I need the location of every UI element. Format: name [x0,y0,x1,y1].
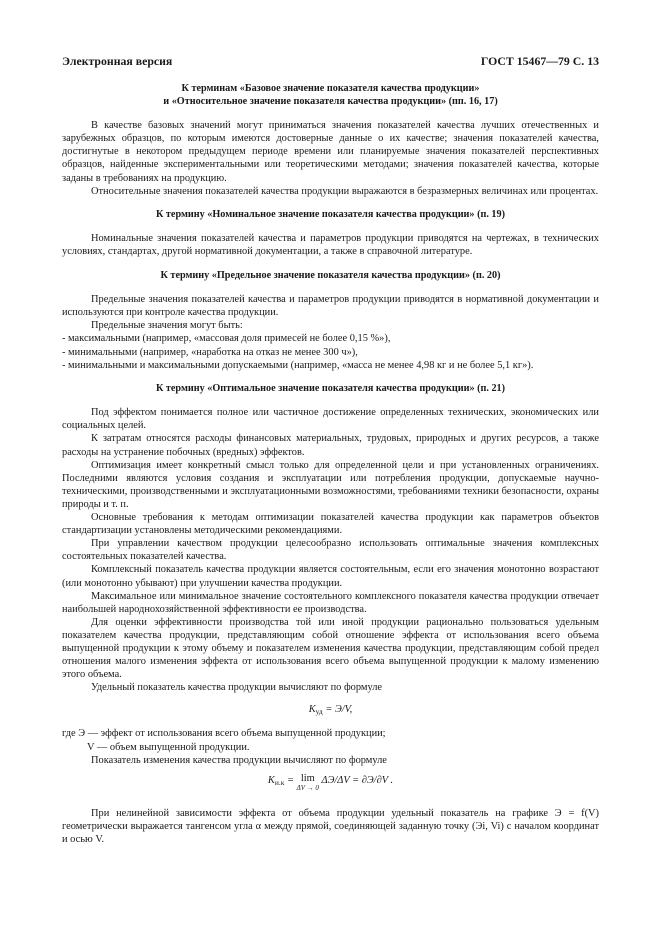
paragraph: Для оценки эффективности производства той или иной продукции рационально пользоваться удельным показателем качества продукции, представляющим собой отношение эффекта от использования всего объема выпущенной продукции к этому объему и показателем изменения качества продукции, представляющим собой предел отношения малого изменения эффекта от использования всего объема выпущенной продукции к малому изменению этого объема. [62,616,599,681]
paragraph: Показатель изменения качества продукции вычисляют по формуле [91,754,387,766]
paragraph: При управлении качеством продукции целесообразно использовать оптимальные значения комплексных состоятельных показателей качества. [62,538,599,563]
formula-subscript: уд [315,707,323,717]
formula-limit [297,774,319,793]
section-title: К термину «Номинальное значение показателя качества продукции» (п. 19) [155,208,506,220]
list-item: - минимальными и максимальными допускаемыми (например, «масса не менее 4,98 кг и не более 5,1 кг»). [62,359,534,371]
section-title [62,83,599,108]
page-body [62,83,599,846]
paragraph: Относительные значения показателей качества продукции выражаются в безразмерных величинах или процентах. [91,185,599,197]
paragraph: При нелинейной зависимости эффекта от объема продукции удельный показатель на графике Э = f(V) геометрически выражается тангенсом угла α между прямой, соединяющей заданную точку (Эi, Vi) с началом координат и осью V. [62,807,599,845]
formula-lim: lim [300,772,315,784]
header-left: Электронная версия [62,54,173,68]
paragraph: В качестве базовых значений могут приниматься значения показателей качества лучших отечественных и зарубежных образцов, по которым имеются достоверные данные о их качестве; значения показателей качества, достигнутые в некотором предыдущем периоде времени или планируемые значения показателей перспективных образцов, найденные экспериментальными или теоретическими методами; значения показателей качества, которые заданы в требованиях на продукцию. [62,120,599,184]
section-title: К термину «Предельное значение показателя качества продукции» (п. 20) [160,269,501,281]
paragraph: Номинальные значения показателей качества и параметров продукции приводятся на чертежах, в технических условиях, стандартах, другой нормативной документации, а также в справочной литературе. [62,233,599,258]
formula-lim-subscript: ΔV → 0 [296,783,319,792]
paragraph: Предельные значения могут быть: [91,320,243,332]
formula-change-indicator [62,774,599,793]
formula-rhs: = Э/V, [322,704,353,716]
paragraph: Комплексный показатель качества продукции является состоятельным, если его значения монотонно возрастают (или монотонно убывают) при улучшении качества продукции. [62,564,599,589]
page-header [62,55,599,68]
formula-legend: где Э — эффект от использования всего объема выпущенной продукции; [62,728,386,740]
section-title-line: и «Относительное значение показателя качества продукции» (пп. 16, 17) [163,95,498,107]
paragraph: Предельные значения показателей качества и параметров продукции приводятся в нормативной документации и используются при контроле качества продукции. [62,294,599,319]
header-right: ГОСТ 15467—79 С. 13 [480,54,599,68]
section-title: К термину «Оптимальное значение показателя качества продукции» (п. 21) [155,382,506,394]
section-title-line: К терминам «Базовое значение показателя качества продукции» [181,83,480,94]
list-item: - минимальными (например, «наработка на отказ не менее 300 ч»), [62,346,358,358]
formula-rhs: ΔЭ/ΔV = ∂Э/∂V . [318,774,394,786]
formula-subscript: и.к [274,777,285,787]
formula-equals: = [284,774,297,786]
formula-specific-indicator [62,703,599,718]
formula-legend: V — объем выпущенной продукции. [87,741,250,753]
paragraph: Оптимизация имеет конкретный смысл только для определенной цели и при установленных ограничениях. Последними являются условия создания и эксплуатации или потребления продукции, допускаемые научно-техническими, производственными и эксплуатационными возможностями, требованиями техники безопасности, охраны природы и т. п. [62,459,599,510]
paragraph: Удельный показатель качества продукции вычисляют по формуле [91,682,383,694]
paragraph: Под эффектом понимается полное или частичное достижение определенных технических, экономических или социальных целей. [62,407,599,432]
paragraph: Максимальное или минимальное значение состоятельного комплексного показателя качества продукции отвечает наибольшей народнохозяйственной эффективности ее производства. [62,590,599,615]
formula-symbol: K [267,774,275,786]
paragraph: К затратам относятся расходы финансовых материальных, трудовых, природных и других ресурсов, а также расходы на устранение побочных (вредных) эффектов. [62,433,599,458]
list-item: - максимальными (например, «массовая доля примесей не более 0,15 %»), [62,333,391,345]
formula-symbol: K [308,704,316,716]
paragraph: Основные требования к методам оптимизации показателей качества продукции как параметров объектов стандартизации установлены методическими рекомендациями. [62,512,599,537]
